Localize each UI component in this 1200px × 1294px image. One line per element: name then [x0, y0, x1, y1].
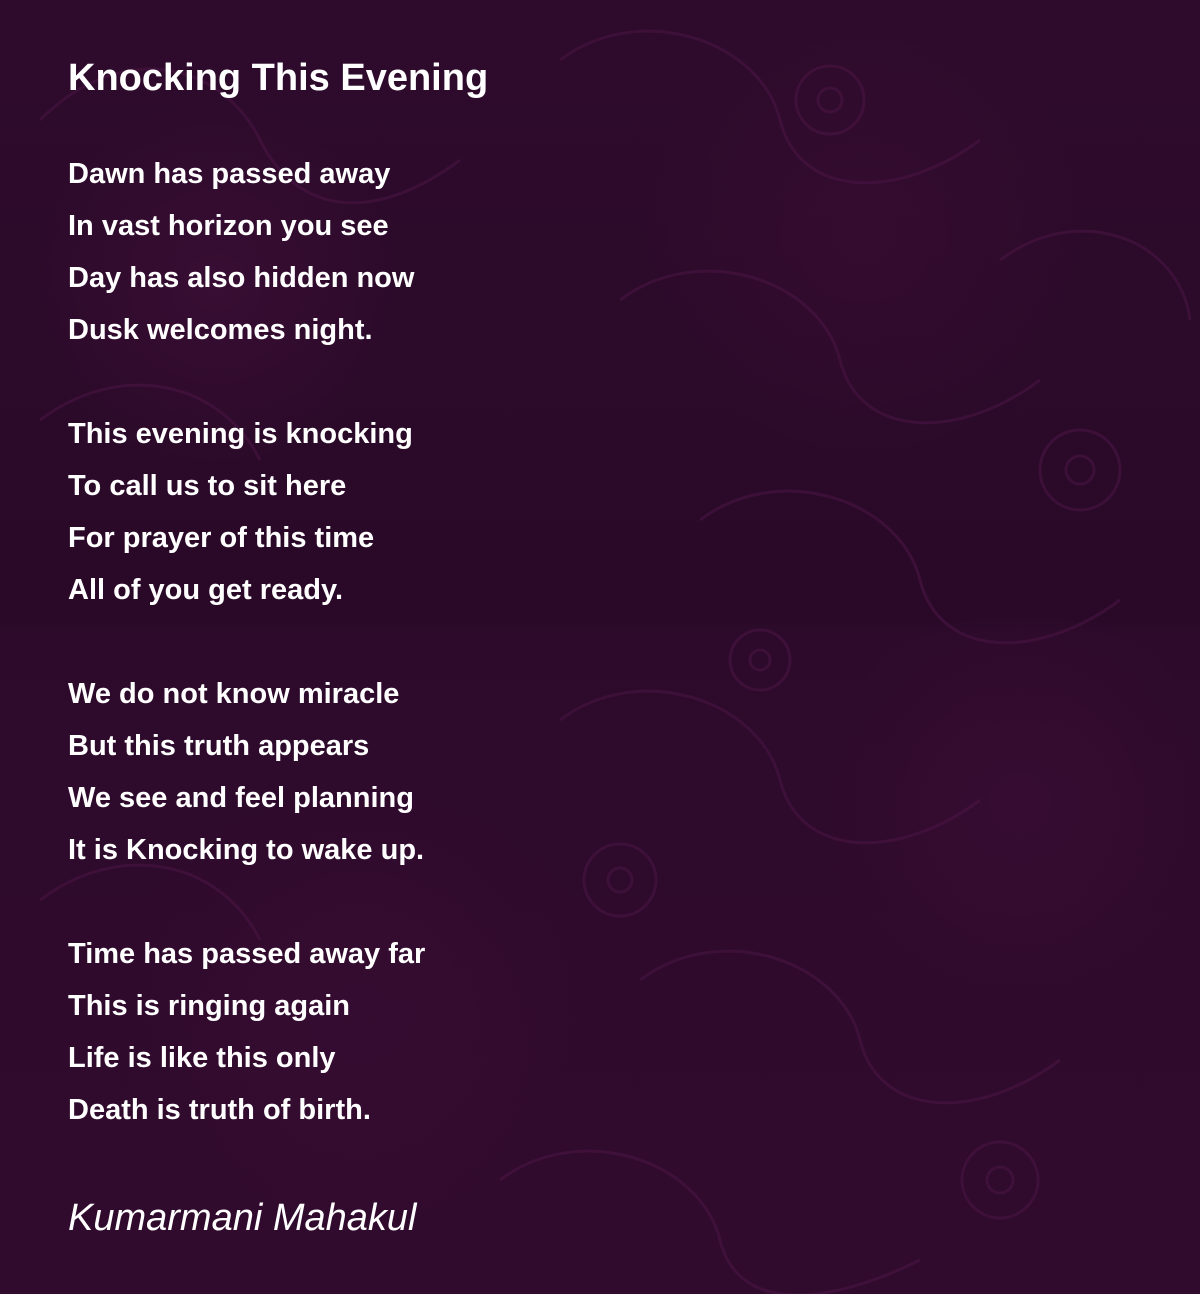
poem-line: Dusk welcomes night. — [68, 314, 373, 346]
poem-line: Day has also hidden now — [68, 262, 415, 294]
poem-line: We do not know miracle — [68, 678, 400, 710]
stanza — [68, 408, 488, 616]
poem-line: We see and feel planning — [68, 782, 414, 814]
poem-container — [68, 52, 488, 1244]
poem-author: Kumarmani Mahakul — [68, 1197, 417, 1239]
poem-line: This evening is knocking — [68, 418, 413, 450]
poem-line: To call us to sit here — [68, 470, 347, 502]
poem-line: Death is truth of birth. — [68, 1094, 371, 1126]
poem-line: This is ringing again — [68, 990, 350, 1022]
poem-line: For prayer of this time — [68, 522, 375, 554]
poem-line: Time has passed away far — [68, 938, 426, 970]
stanza — [68, 148, 488, 356]
stanza — [68, 928, 488, 1136]
poem-line: It is Knocking to wake up. — [68, 834, 425, 866]
poem-line: All of you get ready. — [68, 574, 344, 606]
poem-line: Dawn has passed away — [68, 158, 391, 190]
poem-line: In vast horizon you see — [68, 210, 389, 242]
poem-line: Life is like this only — [68, 1042, 336, 1074]
poem-title: Knocking This Evening — [68, 57, 489, 99]
stanza — [68, 668, 488, 876]
poem-line: But this truth appears — [68, 730, 370, 762]
